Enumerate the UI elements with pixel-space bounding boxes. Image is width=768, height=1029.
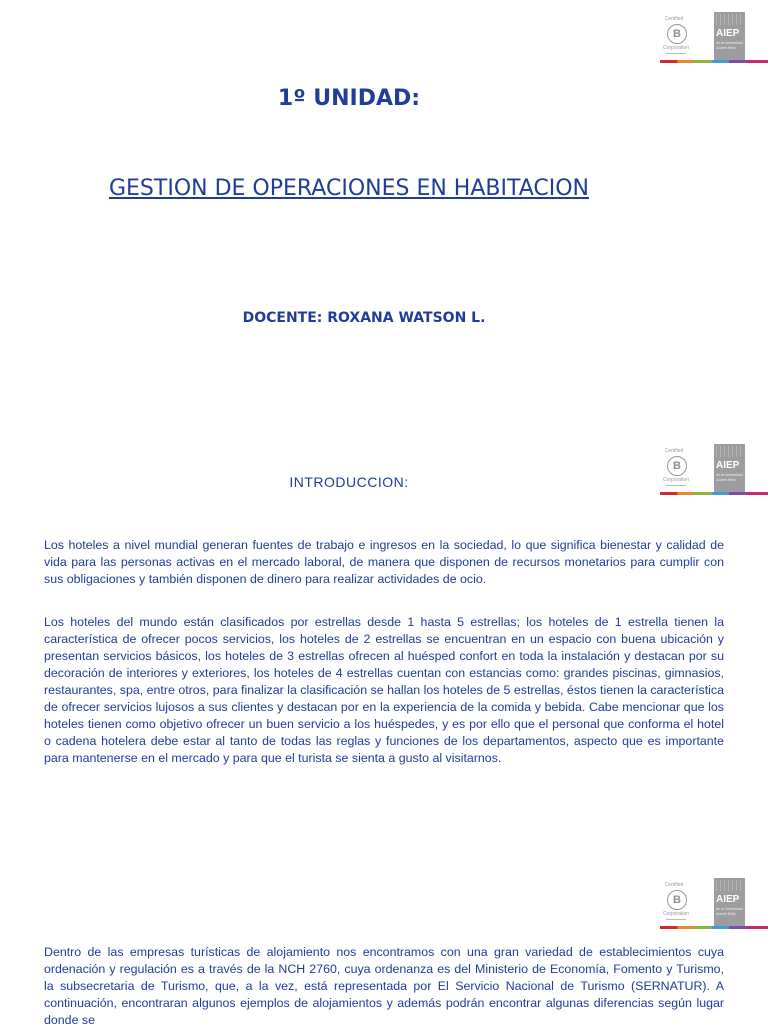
bcorp-corporation-label: Corporation [662, 45, 690, 51]
brand-color-bar [660, 60, 768, 63]
slide-1 [0, 0, 768, 430]
aiep-logo [714, 12, 745, 62]
bcorp-certified-label: Certified [664, 882, 684, 888]
bcorp-logo [660, 878, 706, 928]
bcorp-certified-label: Certified [664, 16, 684, 22]
bcorp-letter: B [667, 24, 687, 44]
aiep-pattern [716, 446, 743, 457]
bcorp-divider [666, 53, 686, 54]
aiep-subline-1: de la Universidad [716, 473, 744, 477]
bcorp-certified-label: Certified [664, 448, 684, 454]
intro-paragraph-2: Los hoteles del mundo están clasificados por estrellas desde 1 hasta 5 estrellas; los hoteles de 1 estrella tienen la característica de ofrecer pocos servicios, los hoteles de 2 estrellas se encuentran en un espacio con buena ubicación y presentan servicios básicos, los hoteles de 3 estrellas ofrecen al huésped confort en toda la instalación y destacan por su decoración de interiores y exteriores, los hoteles de 4 estrellas cuentan con estancias como: grandes piscinas, gimnasios, restaurantes, spa, entre otros, para finalizar la clasificación se hallan los hoteles de 5 estrellas, éstos tienen la característica de ofrecer servicios lujosos a sus clientes y destacan por en la experiencia de la comida y bebida. Cabe mencionar que los hoteles tienen como objetivo ofrecer un buen servicio a los huéspedes, y es por ello que el personal que conforma el hotel o cadena hotelera debe estar al tanto de todas las reglas y funciones de los departamentos, aspecto que es importante para mantenerse en el mercado y para que el turista se sienta a gusto al visitarnos. [44, 615, 724, 765]
unit-heading: 1º UNIDAD: [277, 86, 421, 111]
intro-paragraph-1: Los hoteles a nivel mundial generan fuentes de trabajo e ingresos en la sociedad, lo que significa bienestar y calidad de vida para las personas activas en el mercado laboral, de manera que disponen de recursos monetarios para cumplir con sus obligaciones y también disponen de dinero para realizar actividades de ocio. [44, 538, 724, 586]
aiep-subline-2: Andrés Bello [716, 46, 736, 50]
bcorp-letter: B [667, 456, 687, 476]
teacher-name: DOCENTE: ROXANA WATSON L. [242, 310, 486, 326]
body-paragraph: Dentro de las empresas turísticas de alojamiento nos encontramos con una gran variedad de establecimientos cuya ordenación y regulación es a través de la NCH 2760, cuya ordenanza es del Ministerio de Economía, Fomento y Turismo, la subsecretaria de Turismo, que, a la vez, está representada por El Servicio Nacional de Turismo (SERNATUR). A continuación, encontraran algunos ejemplos de alojamientos y además podrán encontrar algunas diferencias según lugar donde se [44, 945, 724, 1027]
brand-color-bar [660, 926, 768, 929]
aiep-pattern [716, 14, 743, 25]
aiep-subline-1: de la Universidad [716, 907, 744, 911]
aiep-wordmark: AIEP [716, 28, 740, 39]
bcorp-letter: B [667, 890, 687, 910]
aiep-logo [714, 878, 745, 928]
bcorp-corporation-label: Corporation [662, 911, 690, 917]
logo-group [660, 12, 746, 62]
aiep-logo [714, 444, 745, 494]
brand-color-bar [660, 492, 768, 495]
aiep-wordmark: AIEP [716, 894, 740, 905]
aiep-wordmark: AIEP [716, 460, 740, 471]
bcorp-corporation-label: Corporation [662, 477, 690, 483]
aiep-subline-2: Andrés Bello [716, 912, 736, 916]
page-title: GESTION DE OPERACIONES EN HABITACION [108, 176, 589, 201]
aiep-subline-2: Andrés Bello [716, 478, 736, 482]
aiep-subline-1: de la Universidad [716, 41, 744, 45]
bcorp-divider [666, 919, 686, 920]
bcorp-logo [660, 12, 706, 62]
section-heading: INTRODUCCION: [289, 474, 409, 490]
logo-group [660, 878, 746, 928]
aiep-pattern [716, 880, 743, 891]
